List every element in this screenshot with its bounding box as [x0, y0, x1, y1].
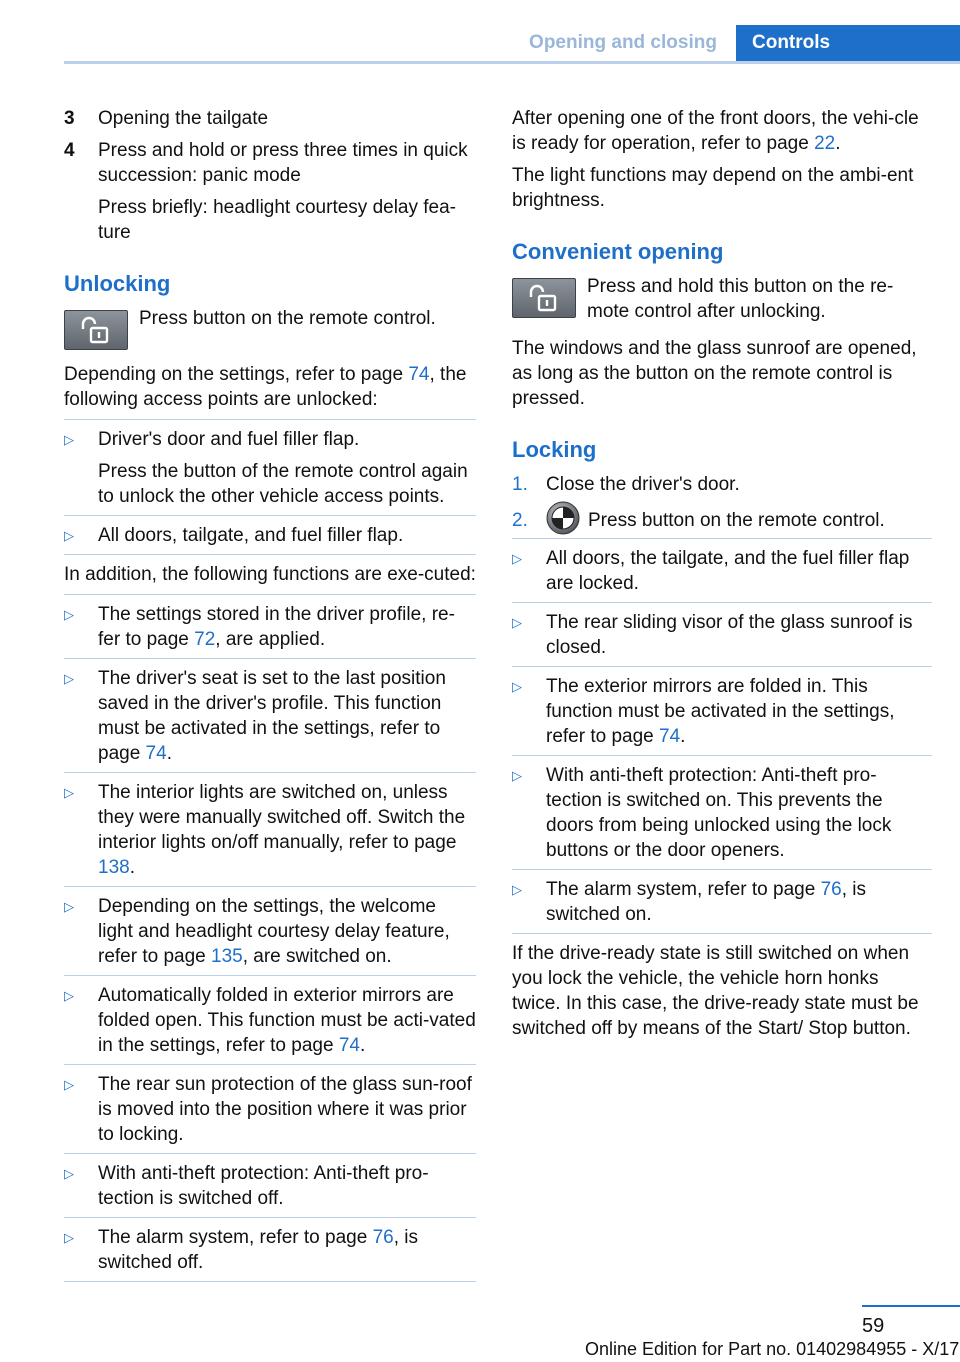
page-header	[0, 0, 960, 64]
text-run: .	[359, 1035, 366, 1056]
list-item	[64, 419, 476, 515]
step-1	[512, 472, 932, 497]
chapter-tab: Controls	[736, 25, 960, 61]
settings-intro	[64, 362, 476, 412]
page-link[interactable]: 74	[659, 726, 681, 748]
bullet-text	[546, 546, 932, 596]
text-run: The rear sun protection of the glass sun-roof is moved into the position where it was prior to locking.	[98, 1074, 472, 1145]
item-text: Press briefly: headlight courtesy delay fea-ture	[98, 197, 457, 243]
text-run: The rear sliding visor of the glass sunroof is closed.	[546, 612, 913, 659]
item-number: 4	[64, 140, 75, 161]
page-link[interactable]: 22	[814, 133, 836, 154]
triangle-bullet-icon: ▷	[512, 882, 522, 898]
edition-line: Online Edition for Part no. 01402984955 - X/17	[585, 1339, 960, 1359]
list-item	[512, 538, 932, 602]
addition-intro: In addition, the following functions are exe-cuted:	[64, 564, 476, 585]
list-item	[512, 666, 932, 755]
step-number: 2.	[512, 510, 528, 531]
text-run: .	[680, 726, 686, 748]
list-item	[64, 886, 476, 975]
light-note: The light functions may depend on the ambi-ent brightness.	[512, 165, 914, 211]
unlocking-heading: Unlocking	[64, 271, 171, 296]
list-item	[64, 975, 476, 1064]
text-run: .	[166, 743, 172, 764]
text-run: .	[129, 857, 135, 878]
triangle-bullet-icon: ▷	[64, 785, 74, 800]
text-run: Depending on the settings, the welcome light and headlight courtesy delay feature, refer to page	[98, 896, 450, 967]
text-run: The alarm system, refer to page	[98, 1227, 373, 1248]
text-run: , is switched off.	[98, 1227, 418, 1273]
page-link[interactable]: 74	[145, 743, 167, 764]
item-text: Opening the tailgate	[98, 108, 269, 129]
unlock-padlock-icon	[512, 278, 576, 318]
step-2	[512, 504, 932, 538]
text-run: With anti-theft protection: Anti-theft pro-tection is switched on. This prevents the doors from being unlocked using the lock buttons or the door openers.	[546, 765, 892, 862]
text-run: After opening one of the front doors, the vehi-cle is ready for operation, refer to page	[512, 108, 919, 154]
bullet-text	[98, 666, 476, 766]
list-item	[64, 1064, 476, 1153]
list-item	[64, 658, 476, 772]
right-column	[512, 106, 932, 1048]
section-title: Opening and closing	[529, 32, 717, 53]
left-column	[64, 106, 476, 1289]
text-run: The driver's seat is set to the last position saved in the driver's profile. This function must be activated in the settings, refer to page	[98, 668, 446, 764]
bullet-text	[98, 983, 476, 1058]
triangle-bullet-icon: ▷	[64, 432, 74, 447]
bullet-text	[546, 877, 932, 927]
text-run: , is switched on.	[546, 879, 866, 926]
triangle-bullet-icon: ▷	[64, 988, 74, 1003]
lock-bullets	[512, 538, 932, 934]
bullet-text	[546, 610, 932, 660]
page-link[interactable]: 72	[194, 629, 216, 650]
convenient-button-row	[512, 274, 932, 324]
text-run: With anti-theft protection: Anti-theft pro-tection is switched off.	[98, 1163, 429, 1209]
bullet-text	[98, 1225, 476, 1275]
step-text: Press button on the remote control.	[588, 510, 885, 532]
page-link[interactable]: 76	[372, 1227, 394, 1248]
triangle-bullet-icon: ▷	[64, 1166, 74, 1181]
windows-text: The windows and the glass sunroof are opened, as long as the button on the remote control is pressed.	[512, 338, 917, 409]
list-item	[512, 602, 932, 666]
text-run: Depending on the settings, refer to page	[64, 364, 409, 385]
page-link[interactable]: 74	[408, 364, 430, 385]
text-run: Automatically folded in exterior mirrors are folded open. This function must be acti-vated in the settings, refer to page	[98, 985, 476, 1056]
text-run: , are applied.	[215, 629, 326, 650]
list-item	[512, 869, 932, 933]
triangle-bullet-icon: ▷	[64, 899, 74, 914]
triangle-bullet-icon: ▷	[64, 607, 74, 622]
text-run: , the following access points are unlocked:	[64, 364, 467, 410]
convenient-button-text: Press and hold this button on the re-mote control after unlocking.	[587, 276, 894, 322]
triangle-bullet-icon: ▷	[64, 528, 74, 543]
triangle-bullet-icon: ▷	[512, 615, 522, 631]
convenient-opening-heading: Convenient opening	[512, 239, 724, 264]
text-run: The exterior mirrors are folded in. This function must be activated in the settings, refer to page	[546, 676, 895, 748]
bullet-text	[98, 1161, 476, 1211]
bullet-text	[98, 894, 476, 969]
page-link[interactable]: 135	[211, 946, 243, 967]
list-item	[64, 772, 476, 886]
triangle-bullet-icon: ▷	[64, 1230, 74, 1245]
unlock-padlock-icon	[64, 310, 128, 350]
list-item	[512, 755, 932, 869]
unlock-button-row	[64, 306, 476, 350]
bullet-text: Driver's door and fuel filler flap.	[98, 429, 360, 450]
list-item	[64, 515, 476, 554]
page-link[interactable]: 138	[98, 857, 130, 878]
text-run: The interior lights are switched on, unless they were manually switched off. Switch the interior lights on/off manually, refer to page	[98, 782, 466, 853]
intro-text	[512, 106, 932, 156]
page-link[interactable]: 76	[820, 879, 842, 901]
triangle-bullet-icon: ▷	[64, 1077, 74, 1092]
bullet-text	[546, 674, 932, 749]
page-link[interactable]: 74	[338, 1035, 360, 1056]
function-bullets	[64, 594, 476, 1282]
footer-rule	[862, 1305, 960, 1307]
bullet-text	[98, 780, 476, 880]
text-run: The alarm system, refer to page	[546, 879, 821, 901]
unlock-button-text: Press button on the remote control.	[139, 308, 436, 329]
numbered-item-4	[64, 138, 476, 245]
triangle-bullet-icon: ▷	[512, 679, 522, 695]
access-bullets	[64, 419, 476, 555]
bullet-text	[98, 602, 476, 652]
bullet-text: All doors, tailgate, and fuel filler flap.	[98, 525, 404, 546]
list-item	[64, 1217, 476, 1281]
bmw-roundel-icon	[546, 501, 580, 535]
list-item	[64, 594, 476, 658]
step-text: Close the driver's door.	[546, 474, 740, 495]
numbered-item-3	[64, 106, 476, 131]
drive-ready-text: If the drive-ready state is still switched on when you lock the vehicle, the vehicle horn honks twice. In this case, the drive-ready state must be switched off by means of the Start/ Stop button.	[512, 943, 919, 1040]
header-rule	[64, 61, 960, 64]
bullet-subtext: Press the button of the remote control again to unlock the other vehicle access points.	[98, 461, 468, 507]
text-run: The settings stored in the driver profile, re-fer to page	[98, 604, 455, 650]
bullet-text	[546, 763, 932, 863]
triangle-bullet-icon: ▷	[512, 768, 522, 784]
step-number: 1.	[512, 474, 528, 495]
list-item	[64, 1153, 476, 1217]
triangle-bullet-icon: ▷	[64, 671, 74, 686]
triangle-bullet-icon: ▷	[512, 551, 522, 567]
bullet-text	[98, 1072, 476, 1147]
page-number: 59	[862, 1315, 885, 1337]
item-text: Press and hold or press three times in quick succession: panic mode	[98, 140, 468, 186]
text-run: .	[835, 133, 841, 154]
text-run: , are switched on.	[242, 946, 392, 967]
item-number: 3	[64, 108, 75, 129]
text-run: All doors, the tailgate, and the fuel filler flap are locked.	[546, 548, 910, 595]
locking-heading: Locking	[512, 437, 597, 462]
